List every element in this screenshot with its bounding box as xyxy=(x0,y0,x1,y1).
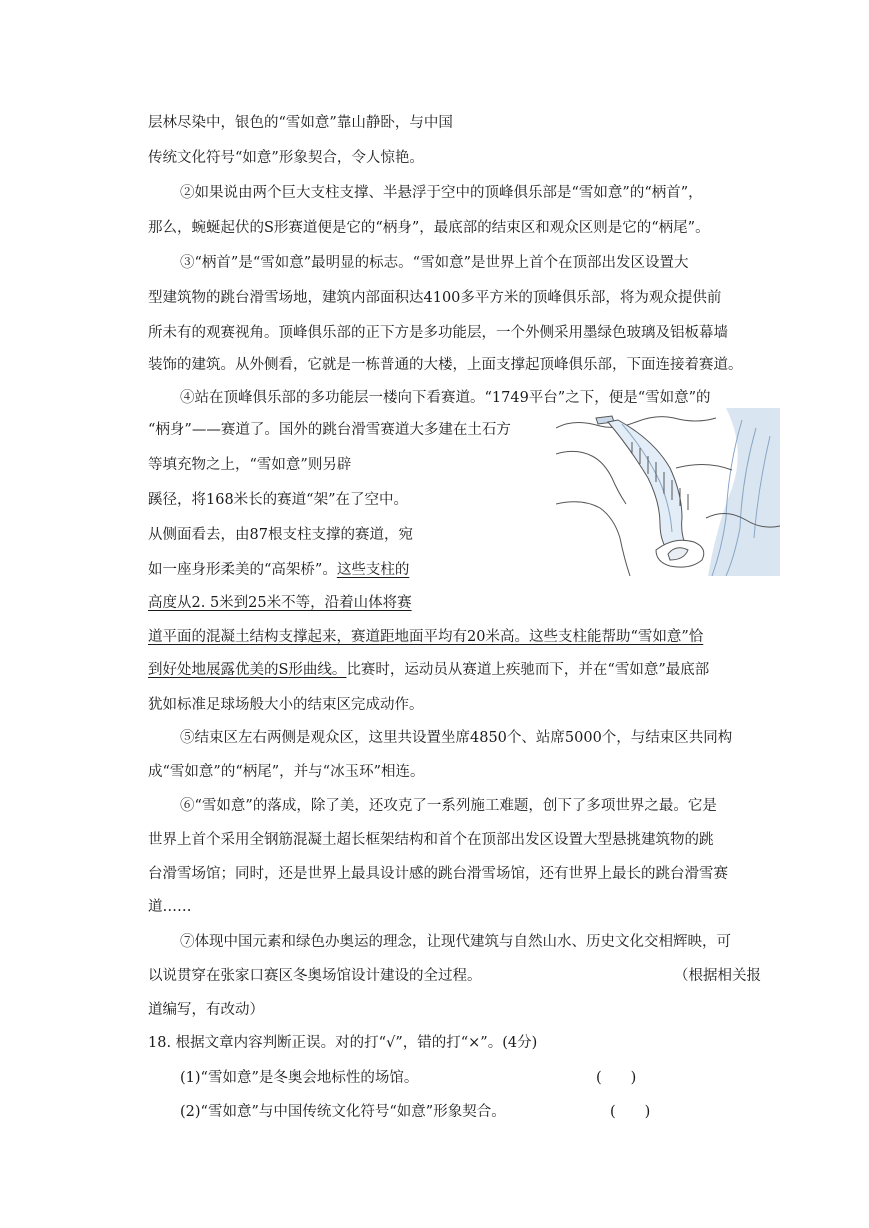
paragraph-line: “柄身”——赛道了。国外的跳台滑雪赛道大多建在土石方 xyxy=(148,422,511,438)
underlined-line: 道平面的混凝土结构支撑起来，赛道距地面平均有20米高。这些支柱能帮助“雪如意”恰 xyxy=(148,629,704,645)
paragraph-line: 犹如标准足球场般大小的结束区完成动作。 xyxy=(148,697,424,713)
underlined-text: 到好处地展露优美的S形曲线。 xyxy=(148,662,347,678)
paragraph-line: 成“雪如意”的“柄尾”，并与“冰玉环”相连。 xyxy=(148,764,425,780)
paragraph-line: 道…… xyxy=(148,899,192,915)
paragraph-line: ⑦体现中国元素和绿色办奥运的理念，让现代建筑与自然山水、历史文化交相辉映，可 xyxy=(180,934,731,950)
paragraph-line: ④站在顶峰俱乐部的多功能层一楼向下看赛道。“1749平台”之下，便是“雪如意”的 xyxy=(180,390,711,406)
answer-blank[interactable]: ( ) xyxy=(610,1104,651,1120)
answer-blank[interactable]: ( ) xyxy=(596,1070,637,1086)
paragraph-line: 层林尽染中，银色的“雪如意”靠山静卧，与中国 xyxy=(148,115,453,131)
paragraph-line: 所未有的观赛视角。顶峰俱乐部的正下方是多功能层，一个外侧采用墨绿色玻璃及铝板幕墙 xyxy=(148,325,728,341)
paragraph-line xyxy=(148,560,409,580)
paragraph-line xyxy=(148,660,709,680)
paragraph-line: ②如果说由两个巨大支柱支撑、半悬浮于空中的顶峰俱乐部是“雪如意”的“柄首”， xyxy=(180,185,703,201)
paragraph-line: 蹊径，将168米长的赛道“架”在了空中。 xyxy=(148,492,409,508)
source-note: 道编写，有改动） xyxy=(148,1002,264,1018)
paragraph-line: 那么，蜿蜒起伏的S形赛道便是它的“柄身”，最底部的结束区和观众区则是它的“柄尾”。 xyxy=(148,220,710,236)
paragraph-line: 等填充物之上，“雪如意”则另辟 xyxy=(148,457,352,473)
question-item: (1)“雪如意”是冬奥会地标性的场馆。 xyxy=(180,1070,419,1086)
underlined-text: 这些支柱的 xyxy=(336,562,410,578)
paragraph-line: ③“柄首”是“雪如意”最明显的标志。“雪如意”是世界上首个在顶部出发区设置大 xyxy=(180,255,689,271)
paragraph-line: ⑤结束区左右两侧是观众区，这里共设置坐席4850个、站席5000个，与结束区共同构 xyxy=(180,730,733,746)
paragraph-line: 传统文化符号“如意”形象契合，令人惊艳。 xyxy=(148,150,424,166)
question-prompt: 18. 根据文章内容判断正误。对的打“√”，错的打“×”。(4分) xyxy=(148,1035,538,1051)
paragraph-line: 装饰的建筑。从外侧看，它就是一栋普通的大楼，上面支撑起顶峰俱乐部，下面连接着赛道。 xyxy=(148,357,743,373)
paragraph-line: 型建筑物的跳台滑雪场地，建筑内部面积达4100多平方米的顶峰俱乐部，将为观众提供前 xyxy=(148,290,722,306)
paragraph-line: 以说贯穿在张家口赛区冬奥场馆设计建设的全过程。 xyxy=(148,968,482,984)
plain-text: 如一座身形柔美的“高架桥”。 xyxy=(148,562,337,578)
paragraph-line: 台滑雪场馆；同时，还是世界上最具设计感的跳台滑雪场馆，还有世界上最长的跳台滑雪赛 xyxy=(148,866,728,882)
plain-text: 比赛时，运动员从赛道上疾驰而下，并在“雪如意”最底部 xyxy=(346,662,710,678)
paragraph-line: 世界上首个采用全钢筋混凝土超长框架结构和首个在顶部出发区设置大型悬挑建筑物的跳 xyxy=(148,832,714,848)
source-note: （根据相关报 xyxy=(674,968,761,984)
paragraph-line: 从侧面看去，由87根支柱支撑的赛道，宛 xyxy=(148,527,413,543)
underlined-line: 高度从2. 5米到25米不等，沿着山体将赛 xyxy=(148,595,412,611)
ski-jump-illustration xyxy=(556,408,780,576)
paragraph-line: ⑥“雪如意”的落成，除了美，还攻克了一系列施工难题，创下了多项世界之最。它是 xyxy=(180,798,717,814)
question-item: (2)“雪如意”与中国传统文化符号“如意”形象契合。 xyxy=(180,1104,506,1120)
